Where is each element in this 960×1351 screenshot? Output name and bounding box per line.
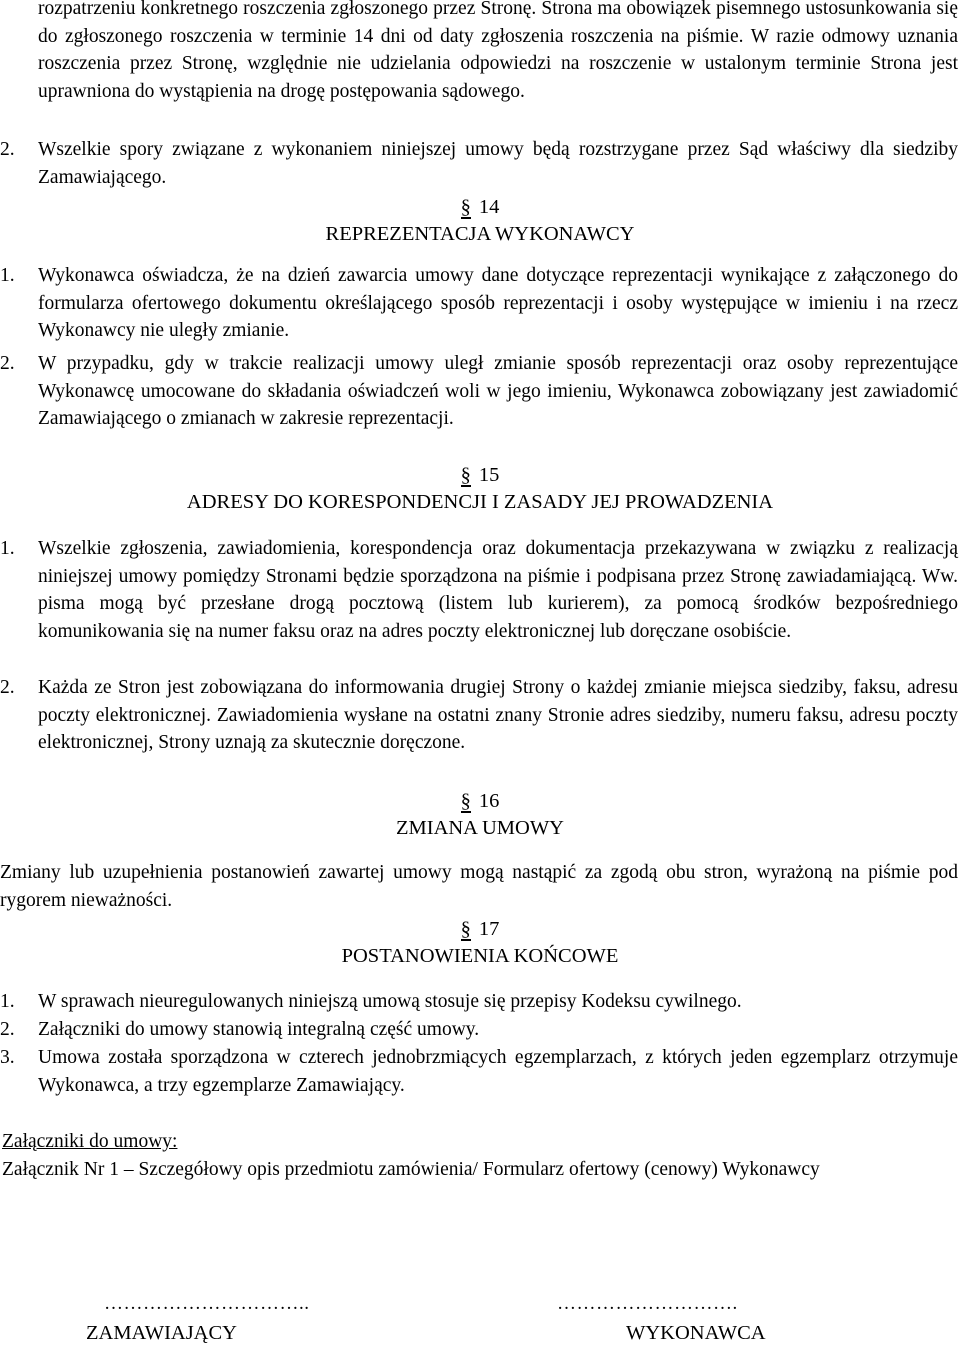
item-text: Wszelkie zgłoszenia, zawiadomienia, korespondencja oraz dokumentacja przekazywana w związku z realizacją niniejszej umowy pomiędzy Stronami będzie sporządzona na piśmie i podpisana przez Stronę zawiadamiającą. Ww. pisma mogą być przesłane drogą pocztową (listem lub kurierem), za pomocą środków bezpośredniego komunikowania się na numer faksu oraz na adres poczty elektronicznej lub doręczane osobiście. (38, 538, 958, 642)
item-text: Wszelkie spory związane z wykonaniem niniejszej umowy będą rozstrzygane przez Sąd właściwy dla siedziby Zamawiającego. (38, 139, 958, 188)
intro-paragraph: rozpatrzeniu konkretnego roszczenia zgłoszonego przez Stronę. Strona ma obowiązek pisemnego ustosunkowania się do zgłoszonego roszczenia w terminie 14 dni od daty zgłoszenia roszczenia na piśmie. W razie odmowy uznania roszczenia przez Stronę, względnie nie udzielania odpowiedzi na roszczenie w ustalonym terminie Strona jest uprawniona do wystąpienia na drogę postępowania sądowego. (38, 0, 958, 102)
section-15-number (0, 462, 960, 489)
item-text: W sprawach nieuregulowanych niniejszą umową stosuje się przepisy Kodeksu cywilnego. (38, 991, 742, 1012)
signature-line-right: ………………………. (557, 1293, 738, 1314)
section-number: 17 (478, 918, 500, 940)
item-number: 2. (0, 353, 15, 374)
signature-line-left: ………………………….. (104, 1293, 310, 1314)
section-17-number (0, 916, 960, 943)
section-number: 16 (478, 790, 500, 812)
item-number: 2. (0, 677, 15, 698)
section-16-title: ZMIANA UMOWY (396, 817, 564, 839)
s16-paragraph: Zmiany lub uzupełnienia postanowień zawartej umowy mogą nastąpić za zgodą obu stron, wyrażoną na piśmie pod rygorem nieważności. (0, 862, 958, 911)
item-number: 3. (0, 1047, 15, 1068)
section-16-number (0, 788, 960, 815)
item-number: 2. (0, 1019, 15, 1040)
section-symbol: § (460, 790, 471, 812)
item-text: Załączniki do umowy stanowią integralną część umowy. (38, 1019, 480, 1040)
item-text: Każda ze Stron jest zobowiązana do informowania drugiej Strony o każdej zmianie miejsca siedziby, faksu, adresu poczty elektronicznej. Zawiadomienia wysłane na ostatni znany Stronie adres siedziby, numeru faksu, adresu poczty elektronicznej, Strony uznają za skutecznie doręczone. (38, 677, 958, 754)
item-number: 1. (0, 991, 15, 1012)
item-text: W przypadku, gdy w trakcie realizacji umowy uległ zmianie sposób reprezentacji oraz osoby reprezentujące Wykonawcę umocowane do składania oświadczeń woli w jego imieniu, Wykonawca zobowiązany jest zawiadomić Zamawiającego o zmianach w zakresie reprezentacji. (38, 353, 958, 430)
signature-label-right: WYKONAWCA (626, 1322, 766, 1344)
section-number: 14 (478, 196, 500, 218)
section-17-title: POSTANOWIENIA KOŃCOWE (341, 945, 619, 967)
item-number: 2. (0, 139, 15, 160)
attachments-heading: Załączniki do umowy: (2, 1131, 178, 1152)
section-number: 15 (478, 464, 500, 486)
section-14-title: REPREZENTACJA WYKONAWCY (325, 223, 635, 245)
section-15-title: ADRESY DO KORESPONDENCJI I ZASADY JEJ PROWADZENIA (186, 491, 774, 513)
section-symbol: § (460, 196, 471, 218)
item-text: Umowa została sporządzona w czterech jednobrzmiących egzemplarzach, z których jeden egzemplarz otrzymuje Wykonawca, a trzy egzemplarze Zamawiający. (38, 1047, 958, 1096)
section-symbol: § (460, 464, 471, 486)
attachment-item-1: Załącznik Nr 1 – Szczegółowy opis przedmiotu zamówienia/ Formularz ofertowy (cenowy) Wykonawcy (2, 1159, 820, 1180)
section-14-number (0, 194, 960, 221)
signature-label-left: ZAMAWIAJĄCY (86, 1322, 237, 1344)
section-symbol: § (460, 918, 471, 940)
item-number: 1. (0, 265, 15, 286)
item-number: 1. (0, 538, 15, 559)
item-text: Wykonawca oświadcza, że na dzień zawarcia umowy dane dotyczące reprezentacji wynikające z załączonego do formularza ofertowego dokumentu określającego sposób reprezentacji i osoby występujące w imieniu i na rzecz Wykonawcy nie uległy zmianie. (38, 265, 958, 342)
